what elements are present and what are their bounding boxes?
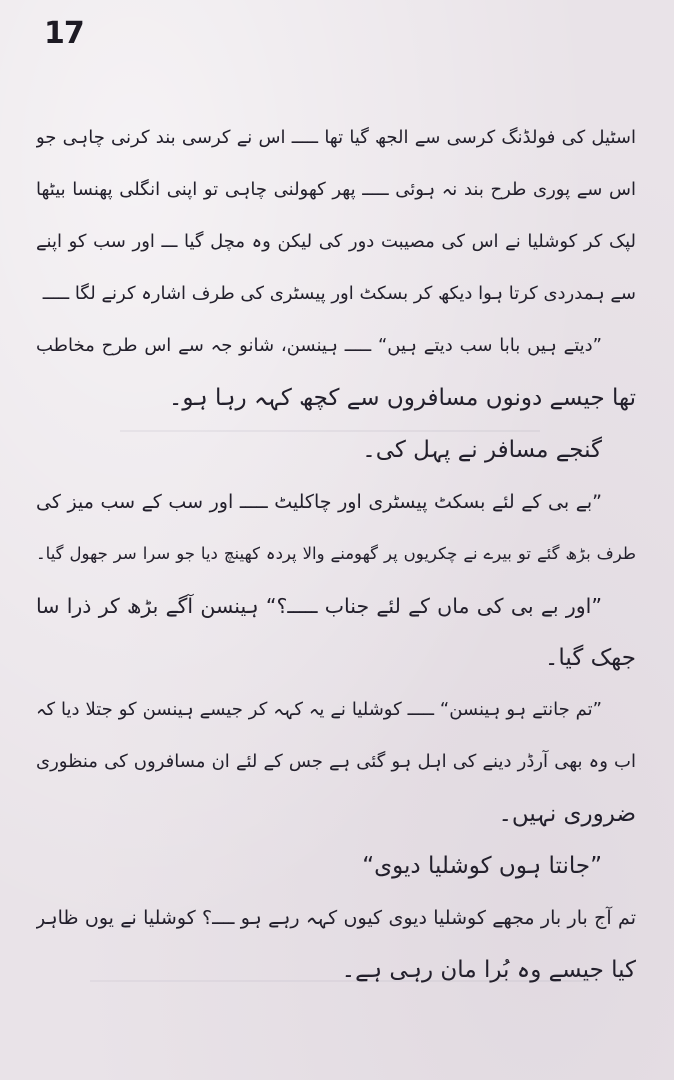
text-line: لپک کر کوشلیا نے اس کی مصیبت دور کی لیکن وہ مچل گیا ـــ اور سب کو اپنے <box>36 231 636 252</box>
text-line: ”بے بی کے لئے بسکٹ پیسٹری اور چاکلیٹ ـــــ اور سب کے سب میز کی <box>36 491 602 513</box>
text-line: تم آج بار بار مجھے کوشلیا دیوی کیوں کہہ رہے ہو ــــ؟ کوشلیا نے یوں ظاہر <box>36 907 636 929</box>
text-line: ”اور بے بی کی ماں کے لئے جناب ـــــ؟“ ہینسن آگے بڑھ کر ذرا سا <box>36 594 602 618</box>
text-line: اس سے پوری طرح بند نہ ہوئی ـــــ پھر کھولنی چاہی تو اپنی انگلی پھنسا بیٹھا <box>36 179 636 200</box>
text-line: ”جانتا ہوں کوشلیا دیوی“ <box>362 853 602 879</box>
text-line: ضروری نہیں۔ <box>498 801 636 827</box>
text-line: تھا جیسے دونوں مسافروں سے کچھ کہہ رہا ہو۔ <box>168 385 636 411</box>
text-line: کیا جیسے وہ بُرا مان رہی ہے۔ <box>341 957 636 983</box>
page-number: 17 <box>44 16 84 51</box>
text-line: طرف بڑھ گئے تو بیرے نے چکریوں پر گھومنے والا پردہ کھینچ دیا جو سرا سر جھول گیا۔ <box>36 544 636 563</box>
text-line: جھک گیا۔ <box>544 645 636 671</box>
body-text <box>36 112 636 996</box>
text-line: اسٹیل کی فولڈنگ کرسی سے الجھ گیا تھا ـــــ اس نے کرسی بند کرنی چاہی جو <box>36 127 636 148</box>
text-line: سے ہمدردی کرتا ہوا دیکھ کر بسکٹ اور پیسٹری کی طرف اشارہ کرنے لگا ـــــ <box>42 283 636 304</box>
text-line: ”دیتے ہیں بابا سب دیتے ہیں“ ـــــ ہینسن، شانو جہ سے اس طرح مخاطب <box>36 335 602 356</box>
text-line: گنجے مسافر نے پہل کی۔ <box>362 437 602 463</box>
text-line: ”تم جانتے ہو ہینسن“ ـــــ کوشلیا نے یہ کہہ کر جیسے ہینسن کو جتلا دیا کہ <box>36 699 602 720</box>
text-line: اب وہ بھی آرڈر دینے کی اہل ہو گئی ہے جس کے لئے ان مسافروں کی منظوری <box>36 751 636 772</box>
